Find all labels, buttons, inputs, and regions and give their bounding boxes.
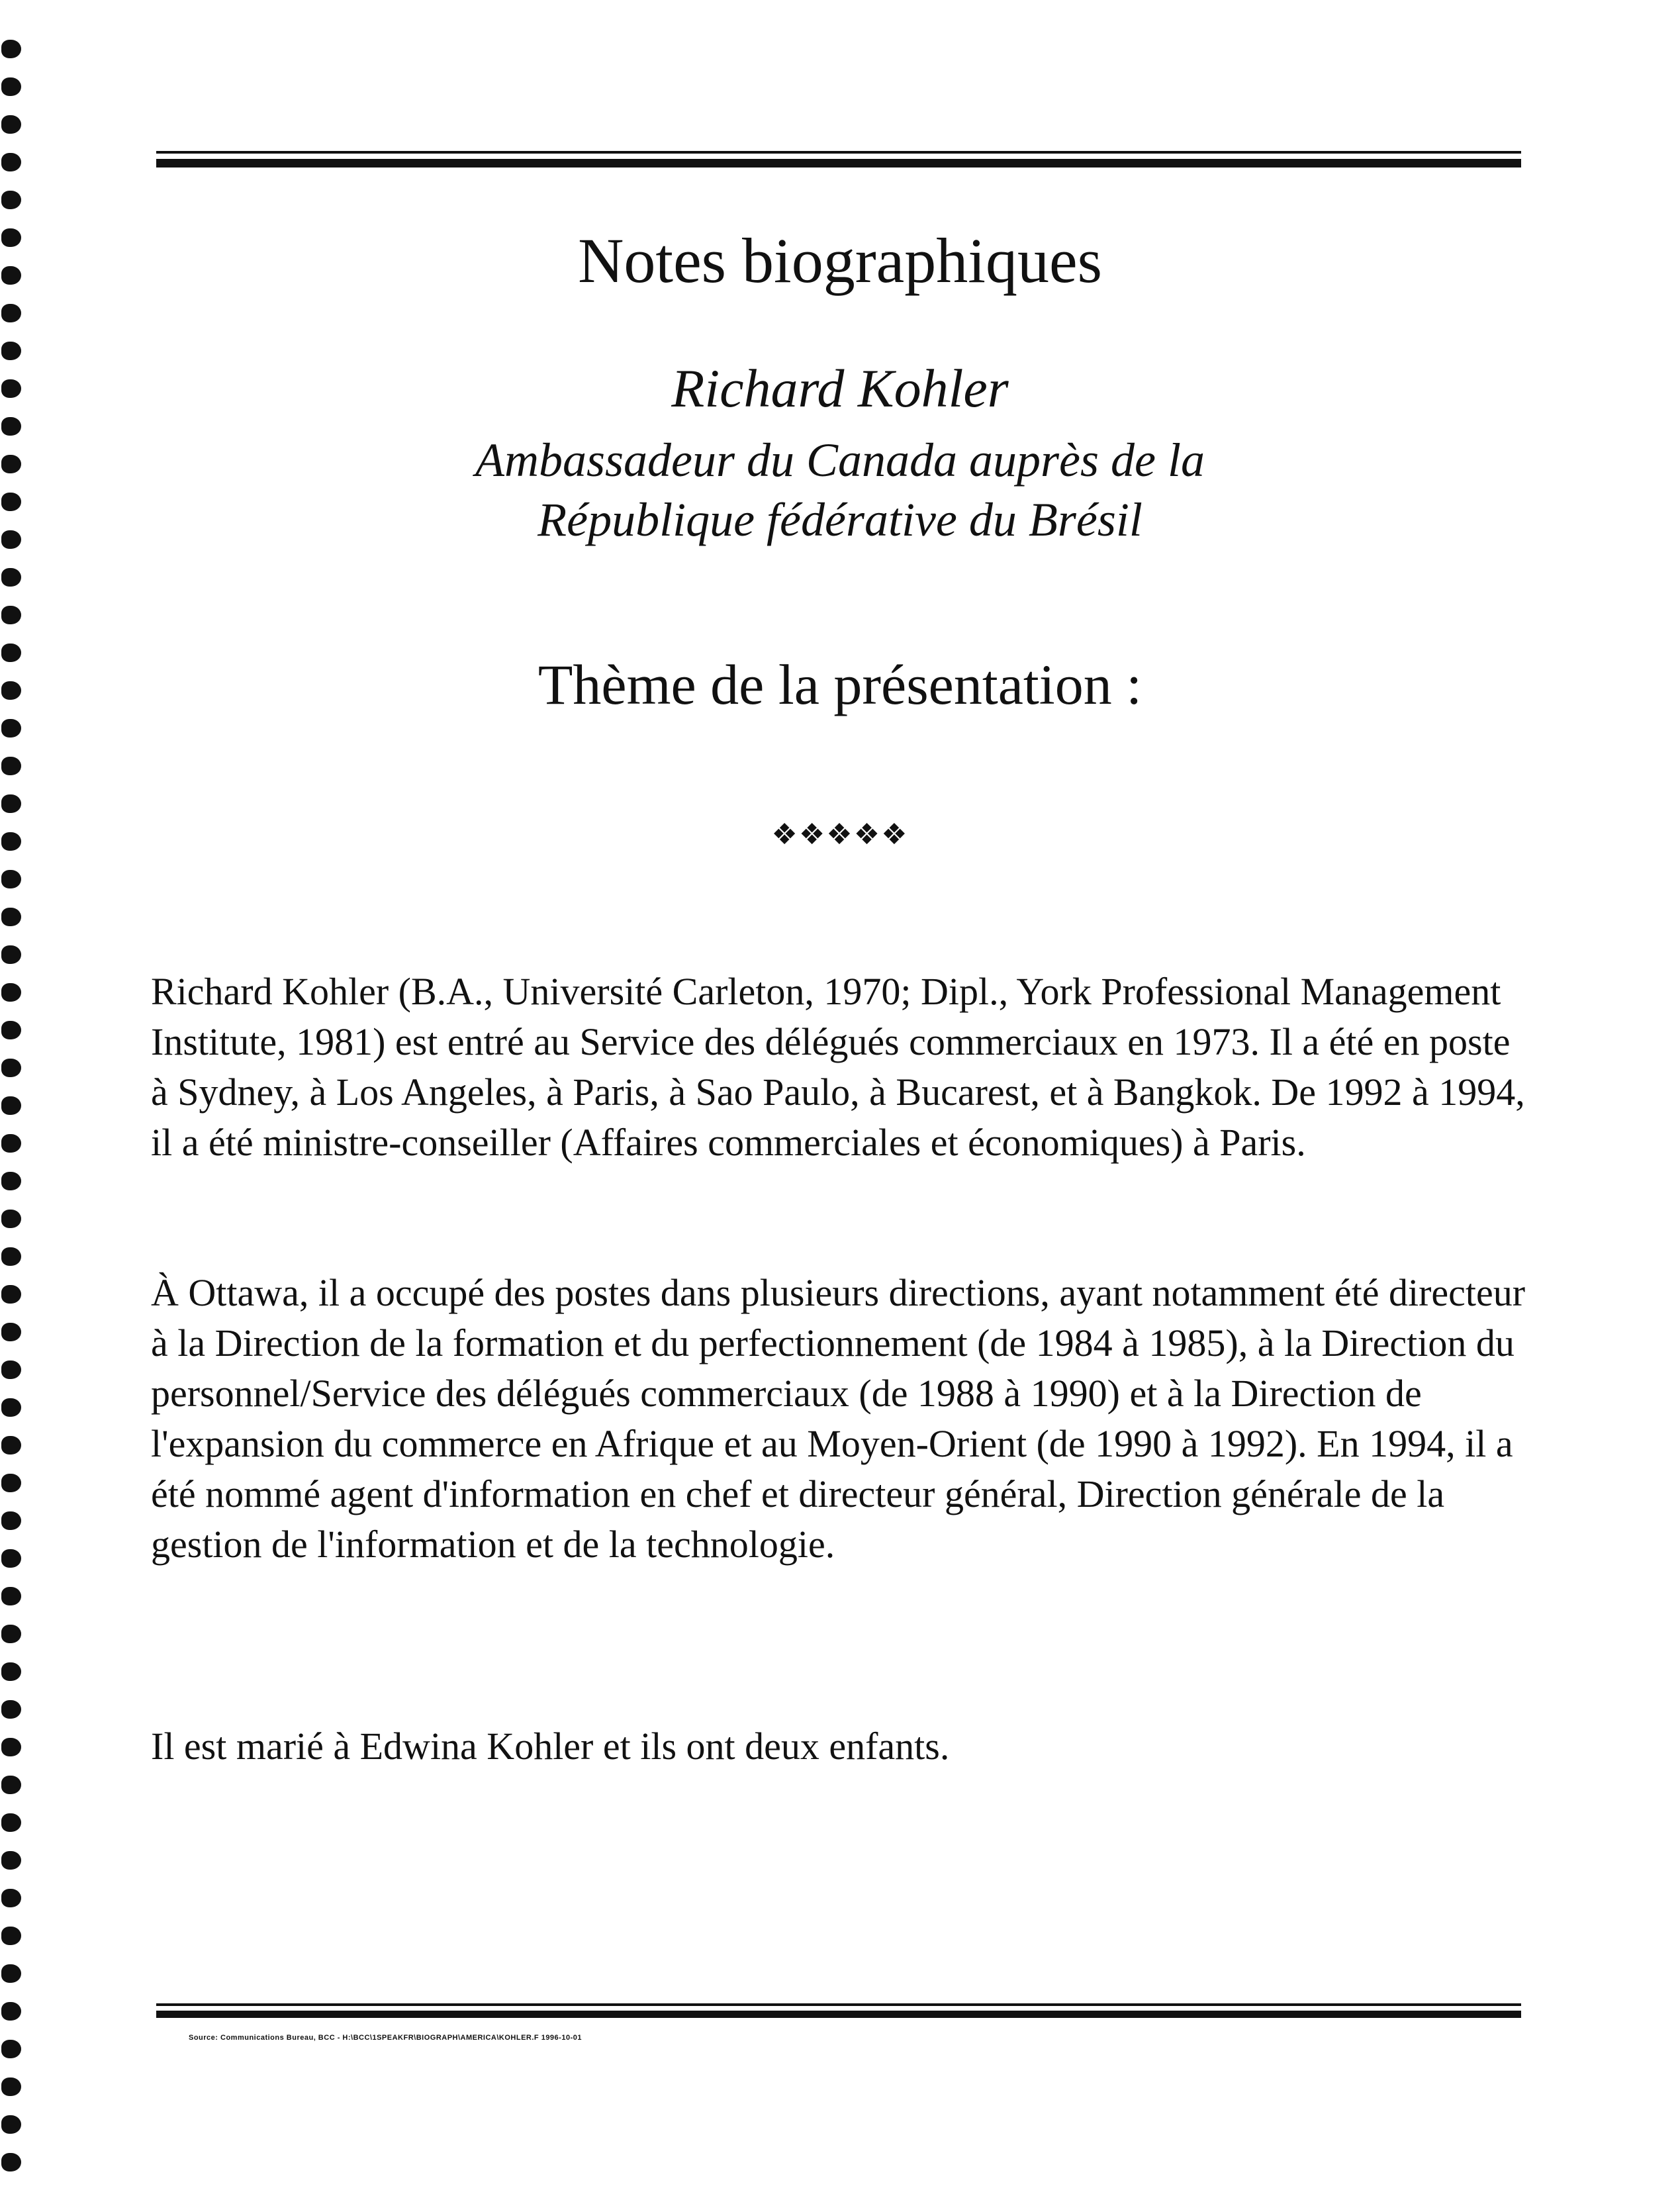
binder-hole: [1, 1700, 21, 1719]
binder-hole: [1, 1134, 21, 1153]
binder-hole: [1, 2153, 21, 2172]
binder-hole: [1, 1474, 21, 1492]
binder-hole: [1, 1511, 21, 1530]
bottom-rule-thick: [156, 2011, 1521, 2018]
top-rule-thick: [156, 159, 1521, 167]
page-title: Notes biographiques: [578, 225, 1102, 296]
binder-hole: [1, 1210, 21, 1228]
binder-hole: [1, 1172, 21, 1190]
binder-hole: [1, 794, 21, 813]
binder-hole: [1, 983, 21, 1002]
binder-hole: [1, 153, 21, 171]
binder-hole: [1, 1964, 21, 1983]
binder-hole: [1, 1851, 21, 1870]
binder-hole: [1, 1625, 21, 1643]
speaker-role-line-1: Ambassadeur du Canada auprès de la: [475, 434, 1205, 487]
binder-hole: [1, 1662, 21, 1681]
binder-hole: [1, 1247, 21, 1266]
binder-hole: [1, 719, 21, 738]
binder-hole: [1, 1776, 21, 1794]
binder-hole: [1, 568, 21, 587]
binder-hole: [1, 757, 21, 775]
bio-paragraph-3: Il est marié à Edwina Kohler et ils ont deux enfants.: [151, 1725, 950, 1768]
bottom-rule-thin: [156, 2003, 1521, 2006]
binder-hole: [1, 1059, 21, 1077]
binder-hole: [1, 2002, 21, 2021]
presentation-theme: Thème de la présentation :: [537, 653, 1143, 716]
footer-source-line: Source: Communications Bureau, BCC - H:\BCC\1SPEAKFR\BIOGRAPH\AMERICA\KOHLER.F 1996-10-01: [189, 2034, 582, 2042]
binder-hole: [1, 1096, 21, 1115]
binder-hole: [1, 908, 21, 926]
binder-hole: [1, 1587, 21, 1605]
binder-hole: [1, 2077, 21, 2096]
binder-hole: [1, 1398, 21, 1417]
binder-hole: [1, 1927, 21, 1945]
bio-paragraph-2: À Ottawa, il a occupé des postes dans plusieurs directions, ayant notamment été directeur à la Direction de la formation et du perfectionnement (de 1984 à 1985), à la Direction du personnel/Service des délégués commerciaux (de 1988 à 1990) et à la Direction de l'expansion du commerce en Afrique et au Moyen-Orient (de 1990 à 1992). En 1994, il a été nommé agent d'information en chef et directeur général, Direction générale de la gestion de l'information et de la technologie.: [151, 1271, 1526, 1566]
binder-hole: [1, 191, 21, 209]
binder-hole: [1, 606, 21, 624]
top-rule-thin: [156, 151, 1521, 154]
speaker-name: Richard Kohler: [671, 358, 1009, 418]
binder-hole: [1, 304, 21, 322]
binder-hole: [1, 1323, 21, 1341]
binder-hole: [1, 1889, 21, 1907]
binder-hole: [1, 1361, 21, 1379]
binder-hole: [1, 870, 21, 888]
binder-hole: [1, 1021, 21, 1039]
binder-hole: [1, 2040, 21, 2058]
binder-hole: [1, 115, 21, 134]
binder-hole: [1, 1738, 21, 1756]
binder-hole: [1, 2115, 21, 2134]
ornament-divider: ❖❖❖❖❖: [771, 818, 909, 851]
binder-hole: [1, 1285, 21, 1304]
binder-hole: [1, 1549, 21, 1568]
binder-hole: [1, 1813, 21, 1832]
binder-hole: [1, 945, 21, 964]
bio-paragraph-1: Richard Kohler (B.A., Université Carleton, 1970; Dipl., York Professional Management Institute, 1981) est entré au Service des délégués commerciaux en 1973. Il a été en poste à Sydney, à Los Angeles, à Paris, à Sao Paulo, à Bucarest, et à Bangkok. De 1992 à 1994, il a été ministre-conseiller (Affaires commerciales et économiques) à Paris.: [151, 970, 1525, 1164]
speaker-role-line-2: République fédérative du Brésil: [537, 493, 1143, 546]
binder-hole: [1, 77, 21, 96]
binder-hole: [1, 1436, 21, 1455]
binder-hole: [1, 40, 21, 58]
